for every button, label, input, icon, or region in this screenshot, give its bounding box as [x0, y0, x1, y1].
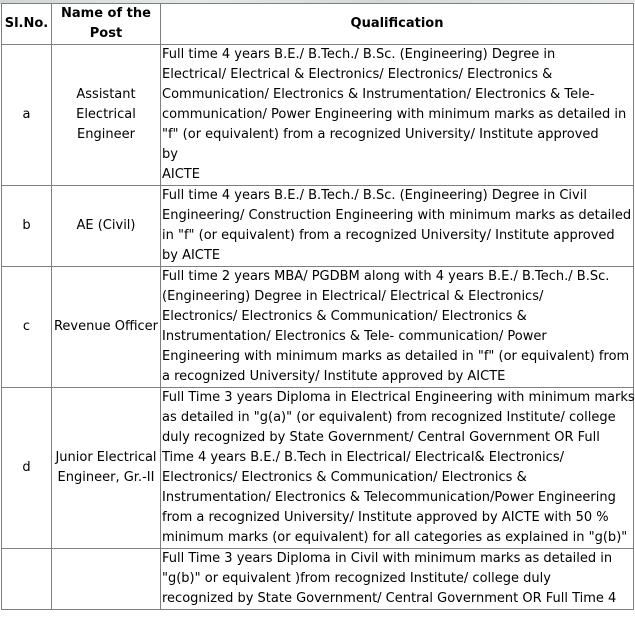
table-row [2, 45, 634, 186]
row-slno: b [2, 186, 52, 267]
qualification-line: a recognized University/ Institute approved by AICTE [162, 369, 506, 384]
row-qualification [161, 45, 634, 186]
row-slno: a [2, 45, 52, 186]
qualification-line: Full Time 3 years Diploma in Civil with minimum marks as detailed in [162, 551, 613, 566]
qualification-line: Full Time 3 years Diploma in Electrical Engineering with minimum marks [162, 390, 635, 405]
row-post-name [52, 267, 161, 388]
row-slno: d [2, 388, 52, 549]
qualification-line: by [162, 147, 178, 162]
row-slno: c [2, 267, 52, 388]
qualification-table [1, 3, 634, 610]
qualification-line: Full time 2 years MBA/ PGDBM along with 4 years B.E./ B.Tech./ B.Sc. [162, 269, 610, 284]
row-qualification [161, 267, 634, 388]
table-row [2, 186, 634, 267]
qualification-line: AICTE [162, 167, 200, 182]
row-post-name [52, 45, 161, 186]
row-qualification [161, 186, 634, 267]
row-post-name [52, 186, 161, 267]
post-name-line: Engineer, Gr.-II [57, 470, 155, 485]
qualification-line: as detailed in "g(a)" (or equivalent) from recognized Institute/ college [162, 410, 616, 425]
qualification-line: recognized by State Government/ Central Government OR Full Time 4 [162, 591, 617, 606]
qualification-line: "g(b)" or equivalent )from recognized Institute/ college duly [162, 571, 551, 586]
header-post-line: Post [89, 26, 123, 41]
qualification-line: Time 4 years B.E./ B.Tech in Electrical/ Electrical& Electronics/ [162, 450, 564, 465]
post-name-line: Revenue Officer [53, 319, 159, 334]
row-qualification [161, 549, 634, 610]
post-name-line: AE (Civil) [76, 218, 136, 233]
qualification-line: "f" (or equivalent) from a recognized University/ Institute approved [162, 127, 599, 142]
table-row [2, 549, 634, 610]
header-post-line: Name of the [61, 6, 151, 21]
qualification-line: Electrical/ Electrical & Electronics/ Electronics/ Electronics & [162, 67, 553, 82]
table-row [2, 388, 634, 549]
row-post-name [52, 549, 161, 610]
qualification-line: duly recognized by State Government/ Central Government OR Full [162, 430, 600, 445]
qualification-line: Full time 4 years B.E./ B.Tech./ B.Sc. (Engineering) Degree in [162, 47, 556, 62]
qualification-line: communication/ Power Engineering with minimum marks as detailed in [162, 107, 627, 122]
qualification-line: Full time 4 years B.E./ B.Tech./ B.Sc. (Engineering) Degree in Civil [162, 188, 587, 203]
qualification-line: Instrumentation/ Electronics & Telecommunication/Power Engineering [162, 490, 616, 505]
row-slno [2, 549, 52, 610]
row-post-name [52, 388, 161, 549]
qualification-line: Electronics/ Electronics & Communication/ Electronics & [162, 470, 527, 485]
qualification-line: Engineering/ Construction Engineering with minimum marks as detailed [162, 208, 632, 223]
header-slno: Sl.No. [2, 4, 52, 45]
post-name-line: Engineer [77, 127, 135, 142]
qualification-line: Instrumentation/ Electronics & Tele- communication/ Power [162, 329, 547, 344]
qualification-line: Electronics/ Electronics & Communication/ Electronics & [162, 309, 527, 324]
row-qualification [161, 388, 634, 549]
post-name-line: Assistant [76, 87, 136, 102]
post-name-line: Electrical [76, 107, 136, 122]
qualification-line: (Engineering) Degree in Electrical/ Electrical & Electronics/ [162, 289, 544, 304]
qualification-line: Communication/ Electronics & Instrumentation/ Electronics & Tele- [162, 87, 595, 102]
qualification-line: minimum marks (or equivalent) for all categories as explained in "g(b)" [162, 530, 628, 545]
header-post [52, 4, 161, 45]
header-qualification: Qualification [161, 4, 634, 45]
qualification-line: in "f" (or equivalent) from a recognized University/ Institute approved [162, 228, 615, 243]
header-row [2, 4, 634, 45]
post-name-line: Junior Electrical [55, 450, 157, 465]
table-row [2, 267, 634, 388]
qualification-line: by AICTE [162, 248, 221, 263]
qualification-line: Engineering with minimum marks as detailed in "f" (or equivalent) from [162, 349, 630, 364]
qualification-line: from a recognized University/ Institute approved by AICTE with 50 % [162, 510, 609, 525]
